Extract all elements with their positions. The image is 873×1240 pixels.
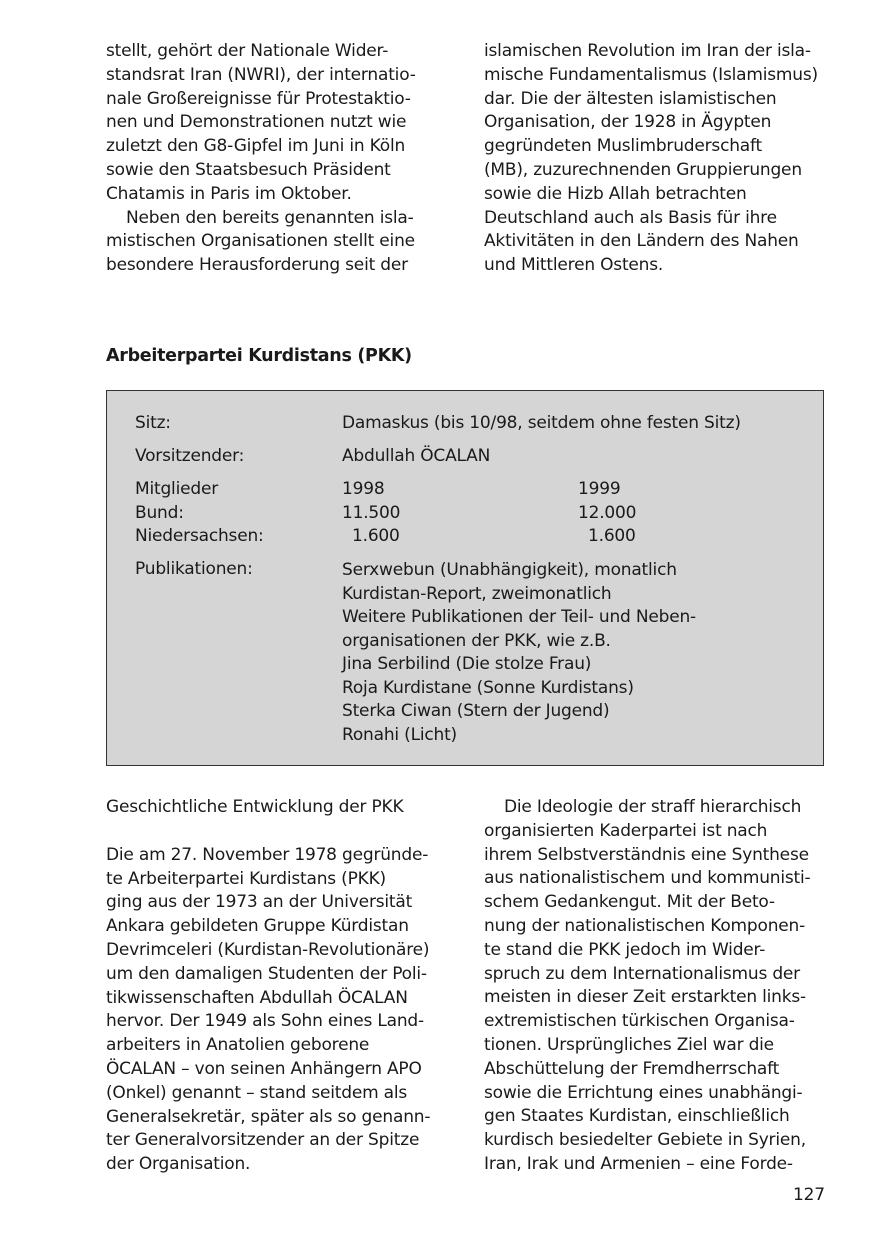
publications-list — [342, 559, 696, 747]
text-line: und Mittleren Ostens. — [484, 255, 664, 276]
text-line: Ankara gebildeten Gruppe Kürdistan — [106, 916, 409, 937]
text-line: (MB), zuzurechnenden Gruppierungen — [484, 159, 802, 180]
text-line: te stand die PKK jedoch im Wider- — [484, 939, 766, 960]
text-line: Organisation, der 1928 in Ägypten — [484, 112, 772, 133]
publikationen-label: Publikationen: — [135, 559, 253, 579]
text-line: besondere Herausforderung seit der — [106, 255, 408, 276]
paragraph-gap — [106, 820, 451, 844]
text-line: extremistischen türkischen Organisa- — [484, 1011, 795, 1032]
text-line: spruch zu dem Internationalismus der — [484, 963, 800, 984]
text-line: sowie die Errichtung eines unabhängi- — [484, 1082, 803, 1103]
text-line: gen Staates Kurdistan, einschließlich — [484, 1106, 790, 1127]
text-line: Chatamis in Paris im Oktober. — [106, 183, 352, 204]
text-line: hervor. Der 1949 als Sohn eines Land- — [106, 1011, 424, 1032]
bund-1999-value: 12.000 — [578, 503, 637, 523]
text-line: Neben den bereits genannten isla- — [126, 207, 414, 228]
publication-line: Sterka Ciwan (Stern der Jugend) — [342, 701, 610, 721]
text-line: organisierten Kaderpartei ist nach — [484, 820, 768, 841]
text-line: ihrem Selbstverständnis eine Synthese — [484, 844, 809, 865]
text-line: tionen. Ursprüngliches Ziel war die — [484, 1034, 774, 1055]
top-left-column — [106, 40, 451, 278]
text-line: Abschüttelung der Fremdherrschaft — [484, 1058, 780, 1079]
text-line: stellt, gehört der Nationale Wider- — [106, 41, 389, 61]
vorsitzender-label: Vorsitzender: — [135, 446, 245, 466]
bottom-left-column — [106, 796, 451, 1177]
text-line: zuletzt den G8-Gipfel im Juni in Köln — [106, 136, 406, 157]
text-line: mistischen Organisationen stellt eine — [106, 231, 415, 252]
organization-info-box — [106, 390, 824, 766]
vorsitzender-value: Abdullah ÖCALAN — [342, 446, 491, 466]
niedersachsen-label: Niedersachsen: — [135, 526, 264, 546]
text-line: Die am 27. November 1978 gegründe- — [106, 844, 429, 865]
publication-line: Weitere Publikationen der Teil- und Neben- — [342, 607, 696, 627]
text-line: (Onkel) genannt – stand seitdem als — [106, 1082, 408, 1103]
text-line: der Organisation. — [106, 1154, 251, 1175]
text-line: aus nationalistischem und kommunisti- — [484, 868, 811, 889]
page-number: 127 — [793, 1185, 825, 1205]
text-line: Iran, Irak und Armenien – eine Forde- — [484, 1153, 793, 1174]
text-line: sowie den Staatsbesuch Präsident — [106, 159, 391, 180]
text-line: Deutschland auch als Basis für ihre — [484, 207, 777, 228]
text-line: nung der nationalistischen Komponen- — [484, 915, 806, 936]
text-line: kurdisch besiedelter Gebiete in Syrien, — [484, 1130, 806, 1151]
year-1999-header: 1999 — [578, 479, 621, 499]
publication-line: organisationen der PKK, wie z.B. — [342, 630, 611, 651]
text-line: islamischen Revolution im Iran der isla- — [484, 41, 811, 61]
publication-line: Kurdistan-Report, zweimonatlich — [342, 583, 612, 604]
text-line: nen und Demonstrationen nutzt wie — [106, 112, 407, 133]
text-line: meisten in dieser Zeit erstarkten links- — [484, 987, 806, 1008]
top-right-column — [484, 40, 829, 278]
text-line: sowie die Hizb Allah betrachten — [484, 183, 747, 204]
text-line: Generalsekretär, später als so genann- — [106, 1106, 431, 1127]
text-line: nale Großereignisse für Protestaktio- — [106, 88, 411, 109]
text-line: ter Generalvorsitzender an der Spitze — [106, 1130, 420, 1151]
publication-line: Serxwebun (Unabhängigkeit), monatlich — [342, 560, 677, 580]
niedersachsen-1998-value: 1.600 — [352, 526, 400, 546]
text-line: standsrat Iran (NWRI), der internatio- — [106, 64, 416, 85]
subheading: Geschichtliche Entwicklung der PKK — [106, 797, 404, 817]
bottom-right-column — [484, 796, 829, 1177]
text-line: ÖCALAN – von seinen Anhängern APO — [106, 1058, 422, 1079]
text-line: schem Gedankengut. Mit der Beto- — [484, 892, 775, 913]
text-line: te Arbeiterpartei Kurdistans (PKK) — [106, 868, 386, 889]
publication-line: Roja Kurdistane (Sonne Kurdistans) — [342, 677, 634, 698]
text-line: Devrimceleri (Kurdistan-Revolutionäre) — [106, 939, 430, 960]
sitz-label: Sitz: — [135, 413, 171, 433]
niedersachsen-1999-value: 1.600 — [588, 526, 636, 546]
year-1998-header: 1998 — [342, 479, 385, 499]
publication-line: Jina Serbilind (Die stolze Frau) — [342, 654, 592, 674]
text-line: Die Ideologie der straff hierarchisch — [504, 797, 802, 817]
mitglieder-label: Mitglieder — [135, 479, 218, 499]
text-line: ging aus der 1973 an der Universität — [106, 892, 413, 913]
text-line: um den damaligen Studenten der Poli- — [106, 963, 427, 984]
bund-1998-value: 11.500 — [342, 503, 401, 523]
text-line: mische Fundamentalismus (Islamismus) — [484, 64, 818, 85]
bund-label: Bund: — [135, 503, 184, 523]
text-line: gegründeten Muslimbruderschaft — [484, 136, 762, 157]
publication-line: Ronahi (Licht) — [342, 724, 457, 745]
text-line: arbeiters in Anatolien geborene — [106, 1035, 370, 1056]
text-line: tikwissenschaften Abdullah ÖCALAN — [106, 987, 408, 1008]
sitz-value: Damaskus (bis 10/98, seitdem ohne festen Sitz) — [342, 413, 741, 433]
section-heading: Arbeiterpartei Kurdistans (PKK) — [106, 346, 412, 366]
text-line: dar. Die der ältesten islamistischen — [484, 88, 777, 109]
text-line: Aktivitäten in den Ländern des Nahen — [484, 231, 799, 252]
